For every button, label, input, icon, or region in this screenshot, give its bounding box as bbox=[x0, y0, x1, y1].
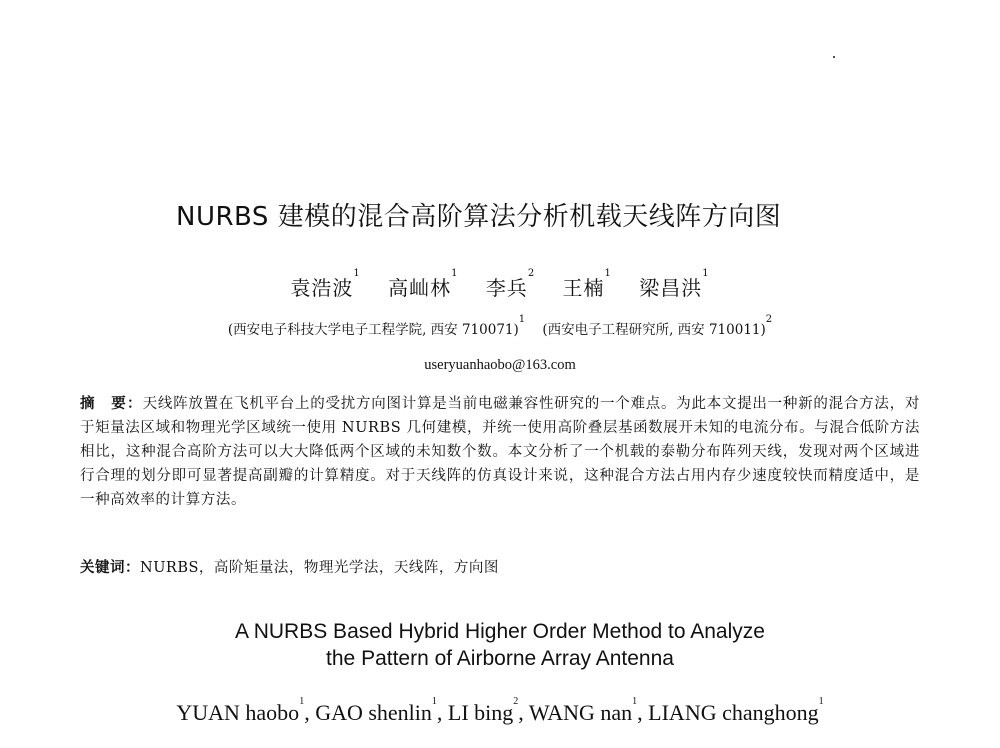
author-cn: 高屾林$^1$ bbox=[388, 268, 459, 300]
chinese-title: NURBS 建模的混合高阶算法分析机载天线阵方向图 bbox=[176, 202, 782, 232]
keywords-label: 关键词： bbox=[80, 560, 140, 576]
abstract-label: 摘 要： bbox=[80, 396, 143, 412]
english-title bbox=[0, 618, 1000, 672]
author-cn: 梁昌洪$^1$ bbox=[639, 268, 710, 300]
author-en: WANG nan$^1$ bbox=[528, 696, 638, 725]
english-title-line-1: A NURBS Based Hybrid Higher Order Method to Analyze bbox=[235, 620, 765, 643]
author-cn: 李兵$^2$ bbox=[485, 268, 536, 300]
author-cn: 王楠$^1$ bbox=[562, 268, 612, 300]
english-title-line-2: the Pattern of Airborne Array Antenna bbox=[326, 647, 674, 670]
author-email: useryuanhaobo@163.com bbox=[424, 357, 576, 373]
author-en: GAO shenlin$^1$ bbox=[315, 696, 437, 725]
author-en: LIANG changhong$^1$ bbox=[648, 696, 824, 725]
abstract-paragraph bbox=[80, 392, 920, 512]
author-en: LI bing$^2$ bbox=[447, 696, 519, 725]
scan-speck bbox=[833, 56, 835, 58]
abstract-text: 天线阵放置在飞机平台上的受扰方向图计算是当前电磁兼容性研究的一个难点。为此本文提出一种新的混合方法，对于矩量法区域和物理光学区域统一使用 NURBS 几何建模，并统一使用高阶叠层基函数展开未知的电流分布。与混合低阶方法相比，这种混合高阶方法可以大大降低两个区域的未知数个数。本文分析了一个机载的泰勒分布阵列天线，发现对两个区域进行合理的划分即可显著提高副瓣的计算精度。对于天线阵的仿真设计来说，这种混合方法占用内存少速度较快而精度适中，是一种高效率的计算方法。 bbox=[80, 396, 920, 508]
author-en: YUAN haobo$^1$ bbox=[176, 696, 305, 725]
chinese-affiliations bbox=[0, 314, 1000, 338]
keywords-text: NURBS，高阶矩量法，物理光学法，天线阵，方向图 bbox=[140, 560, 499, 576]
english-author-list: YUAN haobo$^1$, GAO shenlin$^1$, LI bing$^2$, WANG nan$^1$, LIANG changhong$^1$ bbox=[176, 696, 824, 725]
chinese-author-list bbox=[0, 268, 1000, 301]
keywords-line bbox=[80, 556, 920, 577]
affiliation: (西安电子科技大学电子工程学院, 西安 710071)$^1$ bbox=[227, 314, 526, 338]
affiliation: (西安电子工程研究所, 西安 710011)$^2$ bbox=[542, 314, 773, 338]
author-cn: 袁浩波$^1$ bbox=[290, 268, 361, 300]
